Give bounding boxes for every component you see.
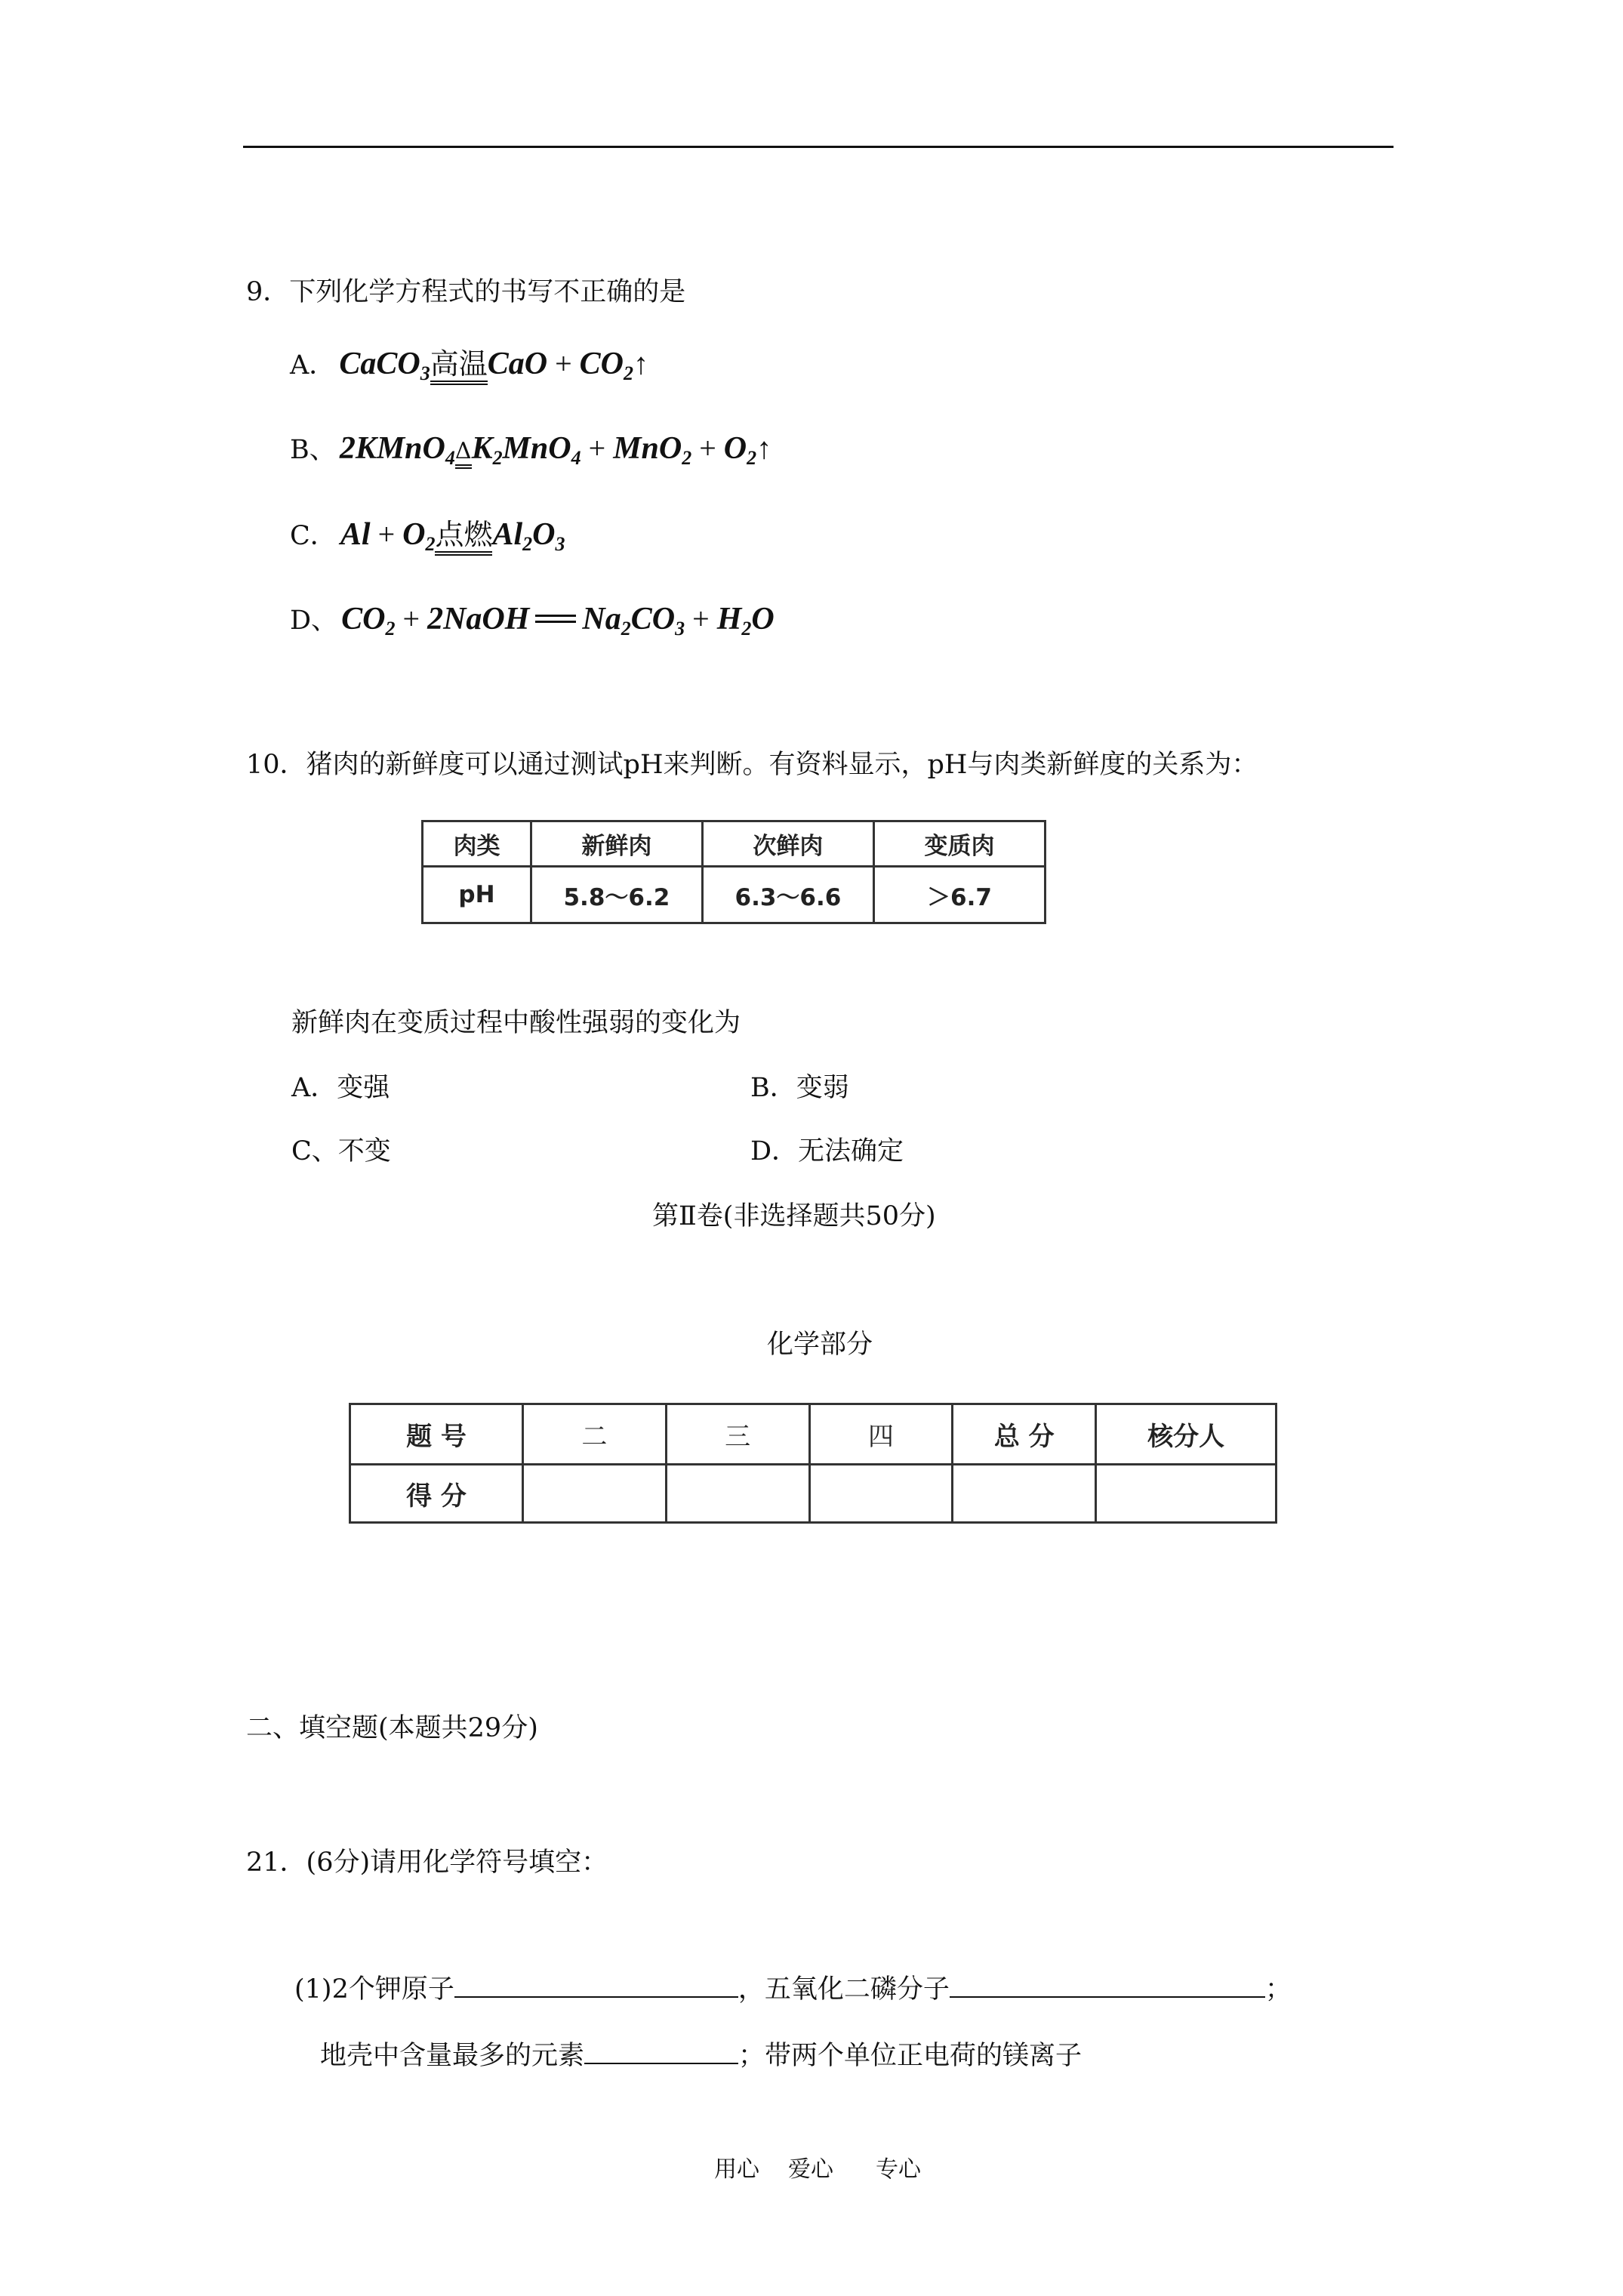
q9-option-a-label: A． [290,350,336,381]
footer-text-3: 专心 [876,2156,921,2183]
score-input-cell[interactable] [1096,1465,1277,1523]
answer-blank-p2o5[interactable] [950,1975,1265,1998]
footer-text-1: 用心 [714,2156,759,2183]
q10-option-d[interactable]: D．无法确定 [750,1136,904,1166]
table-header-cell: 次鲜肉 [702,821,873,867]
table-cell: pH [423,867,531,923]
q9-option-b-label: B、 [290,435,336,465]
q21-line-1: (1)2个钾原子 ，五氧化二磷分子 ； [294,1974,1292,2005]
score-input-cell[interactable] [666,1465,809,1523]
q10-question: 新鲜肉在变质过程中酸性强弱的变化为 [291,1008,741,1038]
q21-stem: 21．(6分)请用化学符号填空： [246,1848,608,1878]
equals-sign-icon [535,615,576,617]
table-header-cell: 新鲜肉 [531,821,702,867]
table-cell: ＞6.7 [873,867,1045,923]
score-table-header-cell: 四 [809,1404,953,1465]
q9-option-c-equation: $Al + O_2$点燃$Al_2O_3$ [340,517,565,555]
q10-option-b[interactable]: B．变弱 [750,1073,849,1103]
table-cell: 6.3～6.6 [702,867,873,923]
table-header-cell: 变质肉 [873,821,1045,867]
q9-option-b-equation: $2KMnO_4\Delta K_2MnO_4 + MnO_2$ + $O_2↑$ [339,431,772,469]
q10-option-c[interactable]: C、不变 [291,1136,391,1166]
score-table-header-cell: 题 号 [350,1404,523,1465]
gas-arrow-icon: ↑ [633,347,649,381]
score-input-cell[interactable] [522,1465,666,1523]
q10-option-a[interactable]: A．变强 [291,1073,390,1103]
q9-option-a-equation: CaCO$_3$高温CaO + $CO_2↑$ [339,347,649,384]
answer-blank-potassium[interactable] [454,1975,738,1998]
answer-blank-element[interactable] [584,2042,738,2064]
score-input-cell[interactable] [809,1465,953,1523]
q21-prompt-potassium: (1)2个钾原子 [294,1974,454,2005]
part2-subtitle: 化学部分 [767,1330,873,1360]
q21-prompt-mg-ion: ；带两个单位正电荷的镁离子 [738,2041,1083,2071]
q21-line-2 [320,2042,1082,2069]
footer-text-2: 爱心 [788,2156,833,2183]
q9-option-c[interactable] [290,516,565,556]
q9-option-a[interactable] [290,346,648,385]
q21-prompt-element: 地壳中含量最多的元素 [320,2041,585,2071]
section2-heading: 二、填空题(本题共29分) [246,1713,538,1743]
table-header-cell: 肉类 [423,821,531,867]
score-table-header-cell: 三 [666,1404,809,1465]
gas-arrow-icon: ↑ [756,431,772,465]
ph-freshness-table [421,820,1046,924]
table-cell: 5.8～6.2 [531,867,702,923]
q21-prompt-p2o5: ，五氧化二磷分子 [738,1974,950,2005]
q9-stem: 9．下列化学方程式的书写不正确的是 [246,277,686,307]
score-table-header-cell: 总 分 [953,1404,1096,1465]
score-input-cell[interactable] [953,1465,1096,1523]
score-table-header-cell: 核分人 [1096,1404,1277,1465]
q10-stem: 10．猪肉的新鲜度可以通过测试pH来判断。有资料显示，pH与肉类新鲜度的关系为： [246,750,1258,780]
score-table-header-cell: 二 [522,1404,666,1465]
part2-title: 第Ⅱ卷(非选择题共50分) [652,1201,936,1231]
q9-option-d-label: D、 [290,606,338,636]
q9-option-d-equation: $CO_2$ + 2NaOH $Na_2CO_3 + H_2O$ [341,602,775,639]
q9-option-b[interactable] [290,430,771,469]
score-table [349,1403,1277,1524]
header-rule [243,146,1394,148]
q9-option-d[interactable] [290,601,775,637]
q9-option-c-label: C． [290,521,337,551]
score-table-row-label: 得 分 [350,1465,523,1523]
